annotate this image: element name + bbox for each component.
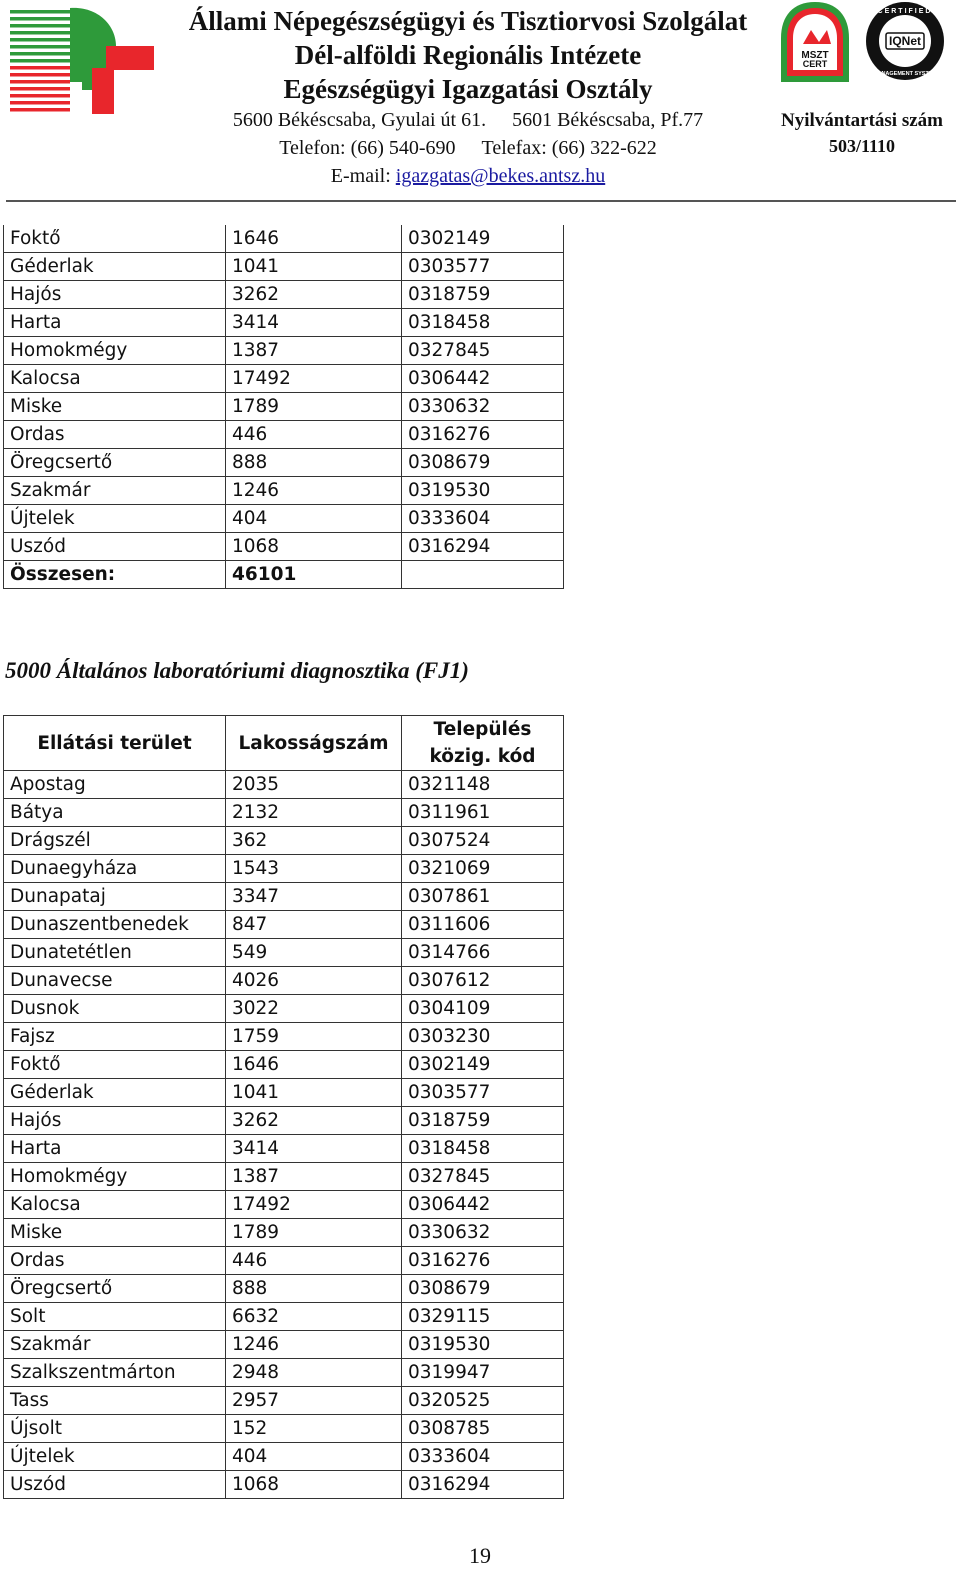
cell-area: Géderlak [4, 1079, 226, 1107]
institution-logo [8, 6, 158, 116]
cell-population: 3414 [226, 309, 402, 337]
table-header-row [4, 716, 564, 771]
table-row [4, 1303, 564, 1331]
cell-population: 2957 [226, 1387, 402, 1415]
table-row [4, 281, 564, 309]
cell-area: Uszód [4, 1471, 226, 1499]
cell-population: 1246 [226, 477, 402, 505]
table-row [4, 393, 564, 421]
cell-population: 888 [226, 449, 402, 477]
cell-population: 1041 [226, 253, 402, 281]
email-line [160, 162, 776, 190]
table-row [4, 309, 564, 337]
table-row [4, 533, 564, 561]
cell-area: Dunatetétlen [4, 939, 226, 967]
cell-population: 2132 [226, 799, 402, 827]
cell-area: Harta [4, 1135, 226, 1163]
header-code-line2: közig. kód [429, 746, 536, 767]
cell-code: 0329115 [402, 1303, 564, 1331]
cell-area: Homokmégy [4, 1163, 226, 1191]
cell-area: Apostag [4, 771, 226, 799]
org-branch: Dél-alföldi Regionális Intézete [294, 40, 642, 70]
table-row [4, 1163, 564, 1191]
fax-number: Telefax: (66) 322-622 [481, 137, 657, 159]
cell-code: 0319530 [402, 477, 564, 505]
cell-code: 0330632 [402, 1219, 564, 1247]
cell-area: Dunaegyháza [4, 855, 226, 883]
cell-code: 0304109 [402, 995, 564, 1023]
cell-area: Drágszél [4, 827, 226, 855]
table-row [4, 1247, 564, 1275]
table-row [4, 253, 564, 281]
cell-code: 0318458 [402, 309, 564, 337]
cell-area: Újtelek [4, 505, 226, 533]
cell-population: 1789 [226, 393, 402, 421]
phone-number: Telefon: (66) 540-690 [279, 137, 456, 159]
svg-text:CERT: CERT [802, 59, 828, 69]
org-name: Állami Népegészségügyi és Tisztiorvosi Szolgálat [188, 6, 748, 36]
cell-area: Ordas [4, 1247, 226, 1275]
cell-code: 0330632 [402, 393, 564, 421]
page-number: 19 [469, 1543, 491, 1568]
table-row [4, 855, 564, 883]
letterhead-text [160, 4, 776, 190]
cell-area: Homokmégy [4, 337, 226, 365]
email-link[interactable]: igazgatas@bekes.antsz.hu [395, 165, 606, 187]
svg-text:CERTIFIED: CERTIFIED [877, 8, 933, 15]
cell-population: 3262 [226, 1107, 402, 1135]
cell-code: 0307524 [402, 827, 564, 855]
cell-code: 0316276 [402, 421, 564, 449]
svg-text:IQNet: IQNet [888, 34, 922, 48]
cell-population: 404 [226, 505, 402, 533]
cell-code: 0327845 [402, 1163, 564, 1191]
cell-code: 0308679 [402, 1275, 564, 1303]
cell-code: 0333604 [402, 1443, 564, 1471]
cell-population: 152 [226, 1415, 402, 1443]
cell-population: 1246 [226, 1331, 402, 1359]
cell-population: 4026 [226, 967, 402, 995]
table-row [4, 911, 564, 939]
org-department: Egészségügyi Igazgatási Osztály [283, 74, 653, 104]
cell-area: Szakmár [4, 477, 226, 505]
cell-population: 847 [226, 911, 402, 939]
cell-area: Bátya [4, 799, 226, 827]
cell-code: 0327845 [402, 337, 564, 365]
cell-code: 0318759 [402, 281, 564, 309]
cell-population: 1387 [226, 1163, 402, 1191]
iqnet-cert-logo [864, 0, 946, 82]
cell-area: Ordas [4, 421, 226, 449]
table-row [4, 449, 564, 477]
cell-code: 0318759 [402, 1107, 564, 1135]
cell-area: Fajsz [4, 1023, 226, 1051]
cell-area: Foktő [4, 1051, 226, 1079]
cell-area: Harta [4, 309, 226, 337]
cell-population: 3022 [226, 995, 402, 1023]
table-row [4, 365, 564, 393]
cell-population: 549 [226, 939, 402, 967]
table-row [4, 883, 564, 911]
table-row [4, 1023, 564, 1051]
cell-population: 17492 [226, 1191, 402, 1219]
cell-population: 1646 [226, 1051, 402, 1079]
cell-area: Tass [4, 1387, 226, 1415]
header-area: Ellátási terület [4, 716, 226, 771]
table-row [4, 1331, 564, 1359]
table-row [4, 225, 564, 253]
cell-area: Dunavecse [4, 967, 226, 995]
cell-population: 1646 [226, 225, 402, 253]
table-row [4, 995, 564, 1023]
cell-area: Dusnok [4, 995, 226, 1023]
table-row [4, 799, 564, 827]
table-row [4, 337, 564, 365]
table-row [4, 1387, 564, 1415]
cell-code: 0307612 [402, 967, 564, 995]
cell-code: 0320525 [402, 1387, 564, 1415]
registration-number: 503/1110 [828, 136, 895, 156]
table-row [4, 421, 564, 449]
cell-area: Újsolt [4, 1415, 226, 1443]
cell-area: Miske [4, 393, 226, 421]
table-row [4, 1051, 564, 1079]
cell-code: 0321148 [402, 771, 564, 799]
letterhead [0, 0, 960, 206]
header-code [402, 716, 564, 771]
total-empty-cell [402, 561, 564, 589]
cell-population: 404 [226, 1443, 402, 1471]
registration-block [764, 108, 960, 158]
cell-code: 0316294 [402, 533, 564, 561]
table-row [4, 1443, 564, 1471]
cell-area: Szalkszentmárton [4, 1359, 226, 1387]
cell-population: 3262 [226, 281, 402, 309]
section-title: 5000 Általános laboratóriumi diagnosztika (FJ1) [5, 658, 469, 683]
total-value: 46101 [226, 561, 402, 589]
cell-area: Öregcsertő [4, 1275, 226, 1303]
cell-code: 0316276 [402, 1247, 564, 1275]
cell-population: 1543 [226, 855, 402, 883]
cell-area: Dunapataj [4, 883, 226, 911]
email-label: E-mail: [330, 165, 391, 187]
cell-population: 1041 [226, 1079, 402, 1107]
cell-area: Hajós [4, 281, 226, 309]
cell-population: 1387 [226, 337, 402, 365]
cell-code: 0311606 [402, 911, 564, 939]
table-row [4, 771, 564, 799]
header-divider [6, 200, 956, 202]
cell-population: 888 [226, 1275, 402, 1303]
cell-population: 3347 [226, 883, 402, 911]
cell-population: 1759 [226, 1023, 402, 1051]
cell-code: 0314766 [402, 939, 564, 967]
svg-text:MANAGEMENT SYSTEM: MANAGEMENT SYSTEM [872, 71, 938, 77]
settlement-table [3, 715, 564, 1499]
cell-population: 3414 [226, 1135, 402, 1163]
cell-code: 0303577 [402, 253, 564, 281]
table-row [4, 827, 564, 855]
cell-area: Hajós [4, 1107, 226, 1135]
cell-code: 0321069 [402, 855, 564, 883]
table-row [4, 1275, 564, 1303]
cell-code: 0318458 [402, 1135, 564, 1163]
cell-area: Foktő [4, 225, 226, 253]
cell-area: Solt [4, 1303, 226, 1331]
header-code-line1: Település [433, 719, 532, 740]
cell-area: Öregcsertő [4, 449, 226, 477]
address-line [160, 106, 776, 134]
cell-area: Uszód [4, 533, 226, 561]
total-label: Összesen: [4, 561, 226, 589]
table-row [4, 1079, 564, 1107]
cell-population: 446 [226, 421, 402, 449]
table-row [4, 967, 564, 995]
svg-text:MSZT: MSZT [801, 50, 829, 61]
settlement-table-continued [3, 225, 564, 589]
cell-code: 0302149 [402, 225, 564, 253]
table-row [4, 1219, 564, 1247]
mszt-cert-logo [779, 0, 851, 84]
table-row [4, 939, 564, 967]
contact-line [160, 134, 776, 162]
table-row [4, 1107, 564, 1135]
cell-code: 0333604 [402, 505, 564, 533]
cell-population: 17492 [226, 365, 402, 393]
cell-code: 0302149 [402, 1051, 564, 1079]
cell-code: 0306442 [402, 365, 564, 393]
cell-code: 0307861 [402, 883, 564, 911]
cell-population: 362 [226, 827, 402, 855]
cell-population: 1068 [226, 1471, 402, 1499]
cell-code: 0308679 [402, 449, 564, 477]
cell-area: Újtelek [4, 1443, 226, 1471]
cell-area: Szakmár [4, 1331, 226, 1359]
cell-population: 1068 [226, 533, 402, 561]
cell-area: Kalocsa [4, 365, 226, 393]
table-row [4, 1359, 564, 1387]
cell-area: Dunaszentbenedek [4, 911, 226, 939]
postal-address: 5601 Békéscsaba, Pf.77 [512, 109, 704, 131]
cell-code: 0303577 [402, 1079, 564, 1107]
cell-area: Géderlak [4, 253, 226, 281]
cell-code: 0311961 [402, 799, 564, 827]
cell-code: 0308785 [402, 1415, 564, 1443]
total-row [4, 561, 564, 589]
cell-area: Kalocsa [4, 1191, 226, 1219]
cell-code: 0319947 [402, 1359, 564, 1387]
cell-code: 0306442 [402, 1191, 564, 1219]
table-row [4, 505, 564, 533]
cell-population: 2035 [226, 771, 402, 799]
cell-code: 0319530 [402, 1331, 564, 1359]
cell-population: 2948 [226, 1359, 402, 1387]
cell-area: Miske [4, 1219, 226, 1247]
cell-code: 0303230 [402, 1023, 564, 1051]
table-row [4, 1415, 564, 1443]
table-row [4, 477, 564, 505]
registration-label: Nyilvántartási szám [780, 110, 943, 131]
cell-population: 1789 [226, 1219, 402, 1247]
cell-population: 446 [226, 1247, 402, 1275]
cell-population: 6632 [226, 1303, 402, 1331]
table-row [4, 1135, 564, 1163]
header-population: Lakosságszám [226, 716, 402, 771]
cell-code: 0316294 [402, 1471, 564, 1499]
table-row [4, 1191, 564, 1219]
street-address: 5600 Békéscsaba, Gyulai út 61. [232, 109, 487, 131]
table-row [4, 1471, 564, 1499]
